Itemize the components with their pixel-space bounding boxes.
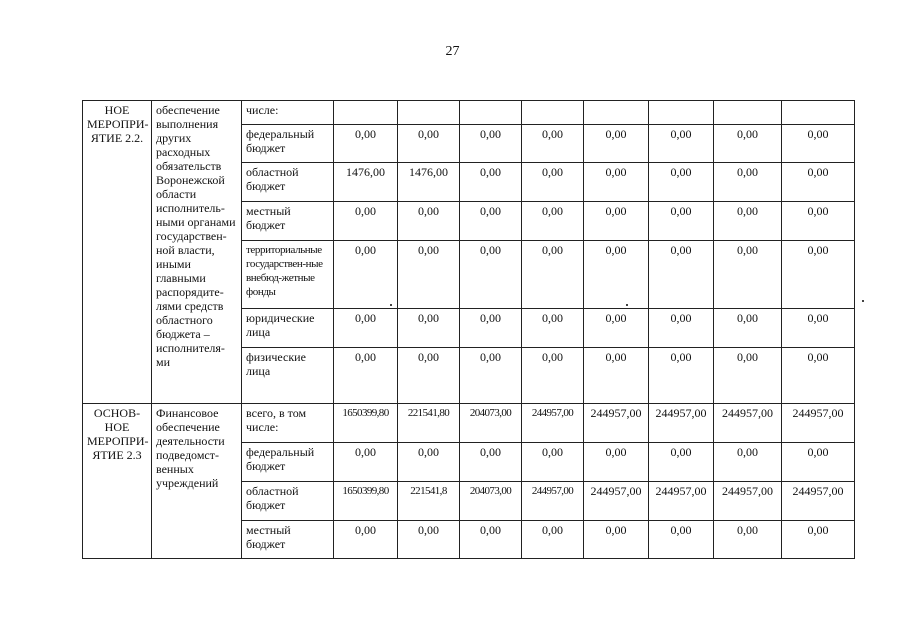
value-cell: 244957,00 [782, 404, 855, 443]
measure-description: Финансовое обеспечение деятельности подведомст-венных учреждений [152, 404, 242, 559]
funding-source: федеральный бюджет [242, 443, 334, 482]
value-cell: 0,00 [334, 202, 398, 241]
value-cell: 0,00 [522, 125, 584, 163]
value-cell [782, 101, 855, 125]
value-cell: 0,00 [714, 163, 782, 202]
value-cell: 0,00 [782, 241, 855, 309]
value-cell: 0,00 [714, 348, 782, 404]
value-cell: 0,00 [460, 241, 522, 309]
value-cell: 0,00 [714, 443, 782, 482]
scan-speck [626, 304, 628, 306]
value-cell: 0,00 [522, 202, 584, 241]
value-cell: 0,00 [398, 309, 460, 348]
value-cell: 0,00 [584, 309, 649, 348]
value-cell: 244957,00 [714, 404, 782, 443]
value-cell: 221541,80 [398, 404, 460, 443]
value-cell: 244957,00 [584, 404, 649, 443]
value-cell: 244957,00 [782, 482, 855, 521]
value-cell: 204073,00 [460, 482, 522, 521]
funding-source: числе: [242, 101, 334, 125]
value-cell: 0,00 [782, 202, 855, 241]
value-cell: 0,00 [522, 309, 584, 348]
value-cell: 0,00 [460, 521, 522, 559]
value-cell: 0,00 [649, 163, 714, 202]
value-cell: 0,00 [334, 309, 398, 348]
value-cell: 0,00 [460, 309, 522, 348]
value-cell: 0,00 [782, 125, 855, 163]
value-cell: 0,00 [649, 241, 714, 309]
measure-2-2 [83, 101, 855, 404]
value-cell: 0,00 [782, 163, 855, 202]
value-cell: 244957,00 [649, 482, 714, 521]
value-cell: 0,00 [334, 443, 398, 482]
value-cell: 0,00 [398, 125, 460, 163]
value-cell: 244957,00 [714, 482, 782, 521]
value-cell: 204073,00 [460, 404, 522, 443]
scan-speck [390, 304, 392, 306]
value-cell: 1476,00 [334, 163, 398, 202]
value-cell: 0,00 [584, 202, 649, 241]
page-number: 27 [445, 44, 460, 59]
value-cell: 0,00 [334, 521, 398, 559]
measure-2-3 [83, 404, 855, 559]
value-cell: 0,00 [398, 521, 460, 559]
table-row [83, 101, 855, 125]
funding-source: областной бюджет [242, 482, 334, 521]
value-cell [649, 101, 714, 125]
value-cell: 0,00 [782, 521, 855, 559]
measure-code: ОСНОВ-НОЕ МЕРОПРИ-ЯТИЕ 2.3 [83, 404, 152, 559]
value-cell: 0,00 [649, 202, 714, 241]
value-cell: 221541,8 [398, 482, 460, 521]
value-cell: 0,00 [460, 348, 522, 404]
value-cell: 244957,00 [522, 482, 584, 521]
value-cell: 0,00 [782, 309, 855, 348]
value-cell: 0,00 [522, 521, 584, 559]
value-cell: 0,00 [334, 125, 398, 163]
value-cell: 0,00 [522, 348, 584, 404]
budget-table [82, 100, 855, 559]
value-cell: 0,00 [460, 125, 522, 163]
value-cell: 0,00 [522, 443, 584, 482]
value-cell: 244957,00 [584, 482, 649, 521]
funding-source: физические лица [242, 348, 334, 404]
funding-source: федеральный бюджет [242, 125, 334, 163]
value-cell: 0,00 [398, 443, 460, 482]
value-cell: 0,00 [334, 241, 398, 309]
value-cell: 0,00 [398, 348, 460, 404]
value-cell: 0,00 [460, 202, 522, 241]
funding-source: всего, в том числе: [242, 404, 334, 443]
value-cell: 0,00 [649, 309, 714, 348]
value-cell: 0,00 [334, 348, 398, 404]
value-cell [584, 101, 649, 125]
value-cell [398, 101, 460, 125]
value-cell: 0,00 [584, 348, 649, 404]
value-cell: 0,00 [398, 241, 460, 309]
value-cell: 0,00 [584, 521, 649, 559]
value-cell: 0,00 [714, 521, 782, 559]
funding-source: местный бюджет [242, 521, 334, 559]
value-cell: 0,00 [460, 443, 522, 482]
value-cell: 0,00 [714, 202, 782, 241]
funding-source: областной бюджет [242, 163, 334, 202]
value-cell: 0,00 [714, 125, 782, 163]
value-cell [522, 101, 584, 125]
value-cell: 0,00 [714, 309, 782, 348]
value-cell: 0,00 [584, 241, 649, 309]
funding-source: местный бюджет [242, 202, 334, 241]
value-cell: 0,00 [522, 163, 584, 202]
value-cell: 1650399,80 [334, 404, 398, 443]
value-cell: 0,00 [584, 163, 649, 202]
table-row [83, 404, 855, 443]
value-cell: 1476,00 [398, 163, 460, 202]
value-cell: 0,00 [522, 241, 584, 309]
measure-code: НОЕ МЕРОПРИ-ЯТИЕ 2.2. [83, 101, 152, 404]
value-cell: 0,00 [584, 125, 649, 163]
value-cell: 1650399,80 [334, 482, 398, 521]
value-cell [460, 101, 522, 125]
value-cell: 0,00 [714, 241, 782, 309]
value-cell: 0,00 [649, 521, 714, 559]
value-cell: 0,00 [649, 348, 714, 404]
funding-source: территориальные государствен-ные внебюд-жетные фонды [242, 241, 334, 309]
value-cell: 0,00 [649, 443, 714, 482]
value-cell: 244957,00 [649, 404, 714, 443]
value-cell: 0,00 [649, 125, 714, 163]
value-cell: 0,00 [782, 443, 855, 482]
value-cell [334, 101, 398, 125]
funding-source: юридические лица [242, 309, 334, 348]
measure-description: обеспечение выполнения других расходных обязательств Воронежской области исполнитель-ными органами государствен-ной власти, иными главными распорядите-лями средств областного бюджета – исполнителя-ми [152, 101, 242, 404]
value-cell: 0,00 [584, 443, 649, 482]
scan-speck [862, 300, 864, 302]
value-cell: 0,00 [460, 163, 522, 202]
value-cell: 0,00 [398, 202, 460, 241]
value-cell: 0,00 [782, 348, 855, 404]
value-cell [714, 101, 782, 125]
value-cell: 244957,00 [522, 404, 584, 443]
